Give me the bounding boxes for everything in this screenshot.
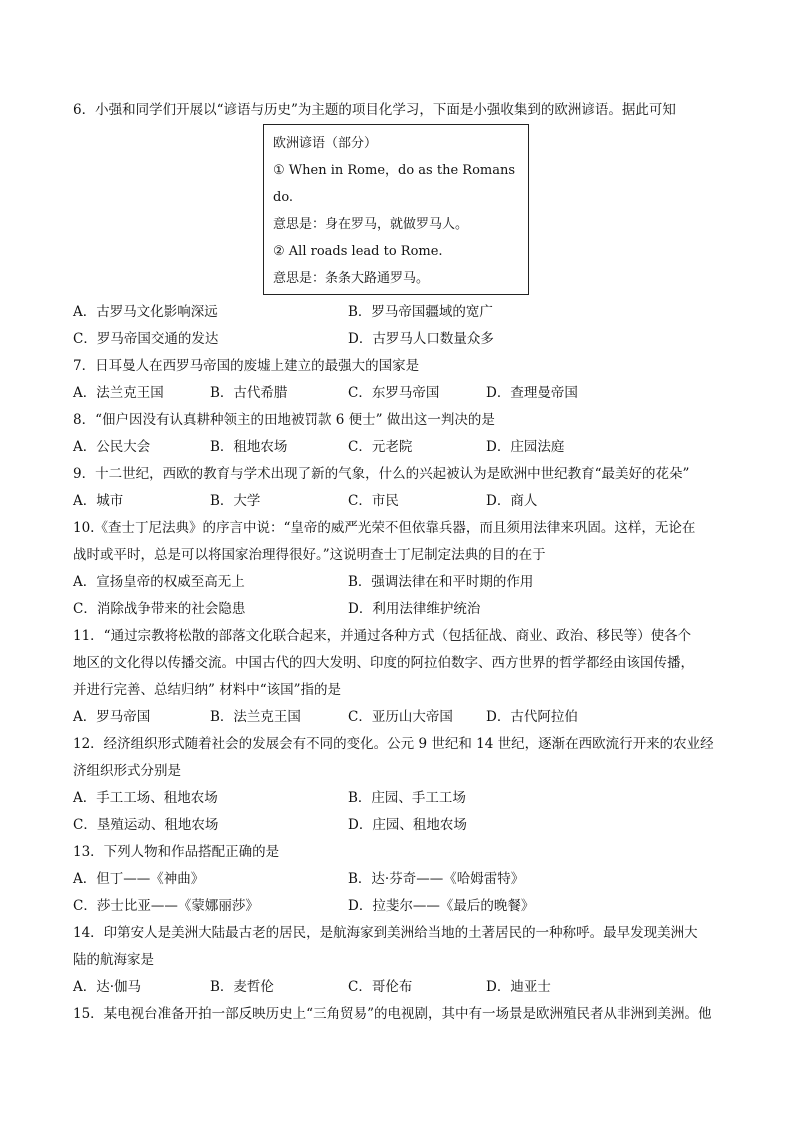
option-b: B．庄园、手工工场: [348, 790, 466, 806]
question-8-stem: 8．“佃户因没有认真耕种领主的田地被罚款 6 便士” 做出这一判决的是: [73, 412, 495, 428]
option-c: C．东罗马帝国: [348, 385, 440, 401]
question-10-stem: 战时或平时，总是可以将国家治理得很好。”这说明查士丁尼制定法典的目的在于: [73, 547, 546, 563]
option-a: A．但丁——《神曲》: [73, 871, 205, 887]
question-15-stem: 15．某电视台准备开拍一部反映历史上“三角贸易”的电视剧，其中有一场景是欧洲殖民者从非洲到美洲。他: [73, 1006, 712, 1022]
option-a: A．罗马帝国: [73, 709, 151, 725]
option-b: B．达·芬奇——《哈姆雷特》: [348, 871, 525, 887]
option-c: C．市民: [348, 493, 399, 509]
option-c: C．元老院: [348, 439, 413, 455]
option-c: C．亚历山大帝国: [348, 709, 453, 725]
question-6-stem: 6．小强和同学们开展以“谚语与历史”为主题的项目化学习，下面是小强收集到的欧洲谚语。据此可知: [73, 102, 676, 118]
option-b: B．法兰克王国: [210, 709, 301, 725]
option-c: C．哥伦布: [348, 979, 413, 995]
option-d: D．古代阿拉伯: [486, 709, 578, 725]
option-d: D．利用法律维护统治: [348, 601, 481, 617]
option-d: D．古罗马人口数量众多: [348, 331, 494, 347]
option-c: C．垦殖运动、租地农场: [73, 817, 219, 833]
proverb-box-title: 欧洲谚语（部分）: [273, 136, 378, 151]
option-b: B．古代希腊: [210, 385, 288, 401]
option-a: A．达·伽马: [73, 979, 142, 995]
option-c: C．罗马帝国交通的发达: [73, 331, 219, 347]
option-d: D．商人: [486, 493, 538, 509]
option-a: A．法兰克王国: [73, 385, 164, 401]
option-b: B．强调法律在和平时期的作用: [348, 574, 534, 590]
question-7-stem: 7．日耳曼人在西罗马帝国的废墟上建立的最强大的国家是: [73, 358, 420, 374]
proverb-box: [263, 124, 529, 295]
option-a: A．手工工场、租地农场: [73, 790, 218, 806]
proverb-line: ① When in Rome，do as the Romans: [273, 163, 516, 178]
option-c: C．消除战争带来的社会隐患: [73, 601, 246, 617]
option-a: A．古罗马文化影响深远: [73, 304, 218, 320]
question-13-stem: 13．下列人物和作品搭配正确的是: [73, 844, 280, 860]
option-d: D．拉斐尔——《最后的晚餐》: [348, 898, 535, 914]
proverb-line: 意思是：身在罗马，就做罗马人。: [273, 217, 469, 232]
option-d: D．庄园法庭: [486, 439, 565, 455]
question-12-stem: 济组织形式分别是: [73, 763, 181, 779]
option-a: A．城市: [73, 493, 124, 509]
question-14-stem: 陆的航海家是: [73, 952, 154, 968]
option-d: D．查理曼帝国: [486, 385, 578, 401]
question-11-stem: 地区的文化得以传播交流。中国古代的四大发明、印度的阿拉伯数字、西方世界的哲学都经由该国传播，: [73, 655, 694, 671]
option-d: D．迪亚士: [486, 979, 551, 995]
option-b: B．麦哲伦: [210, 979, 274, 995]
question-11-stem: 并进行完善、总结归纳” 材料中“该国”指的是: [73, 682, 341, 698]
option-d: D．庄园、租地农场: [348, 817, 467, 833]
option-b: B．大学: [210, 493, 261, 509]
question-11-stem: 11．“通过宗教将松散的部落文化联合起来，并通过各种方式（包括征战、商业、政治、移民等）使各个: [73, 628, 692, 644]
option-a: A．宣扬皇帝的权威至高无上: [73, 574, 245, 590]
question-14-stem: 14．印第安人是美洲大陆最古老的居民，是航海家到美洲给当地的土著居民的一种称呼。最早发现美洲大: [73, 925, 698, 941]
option-b: B．租地农场: [210, 439, 288, 455]
option-c: C．莎士比亚——《蒙娜丽莎》: [73, 898, 259, 914]
proverb-line: 意思是：条条大路通罗马。: [273, 271, 430, 286]
question-10-stem: 10.《查士丁尼法典》的序言中说：“皇帝的威严光荣不但依靠兵器，而且须用法律来巩固。这样，无论在: [73, 520, 696, 536]
option-a: A．公民大会: [73, 439, 151, 455]
question-9-stem: 9．十二世纪，西欧的教育与学术出现了新的气象，什么的兴起被认为是欧洲中世纪教育“最美好的花朵”: [73, 466, 690, 482]
option-b: B．罗马帝国疆域的宽广: [348, 304, 493, 320]
proverb-line: do.: [273, 190, 294, 205]
question-12-stem: 12．经济组织形式随着社会的发展会有不同的变化。公元 9 世纪和 14 世纪，逐渐在西欧流行开来的农业经: [73, 736, 714, 752]
proverb-line: ② All roads lead to Rome.: [273, 244, 443, 259]
